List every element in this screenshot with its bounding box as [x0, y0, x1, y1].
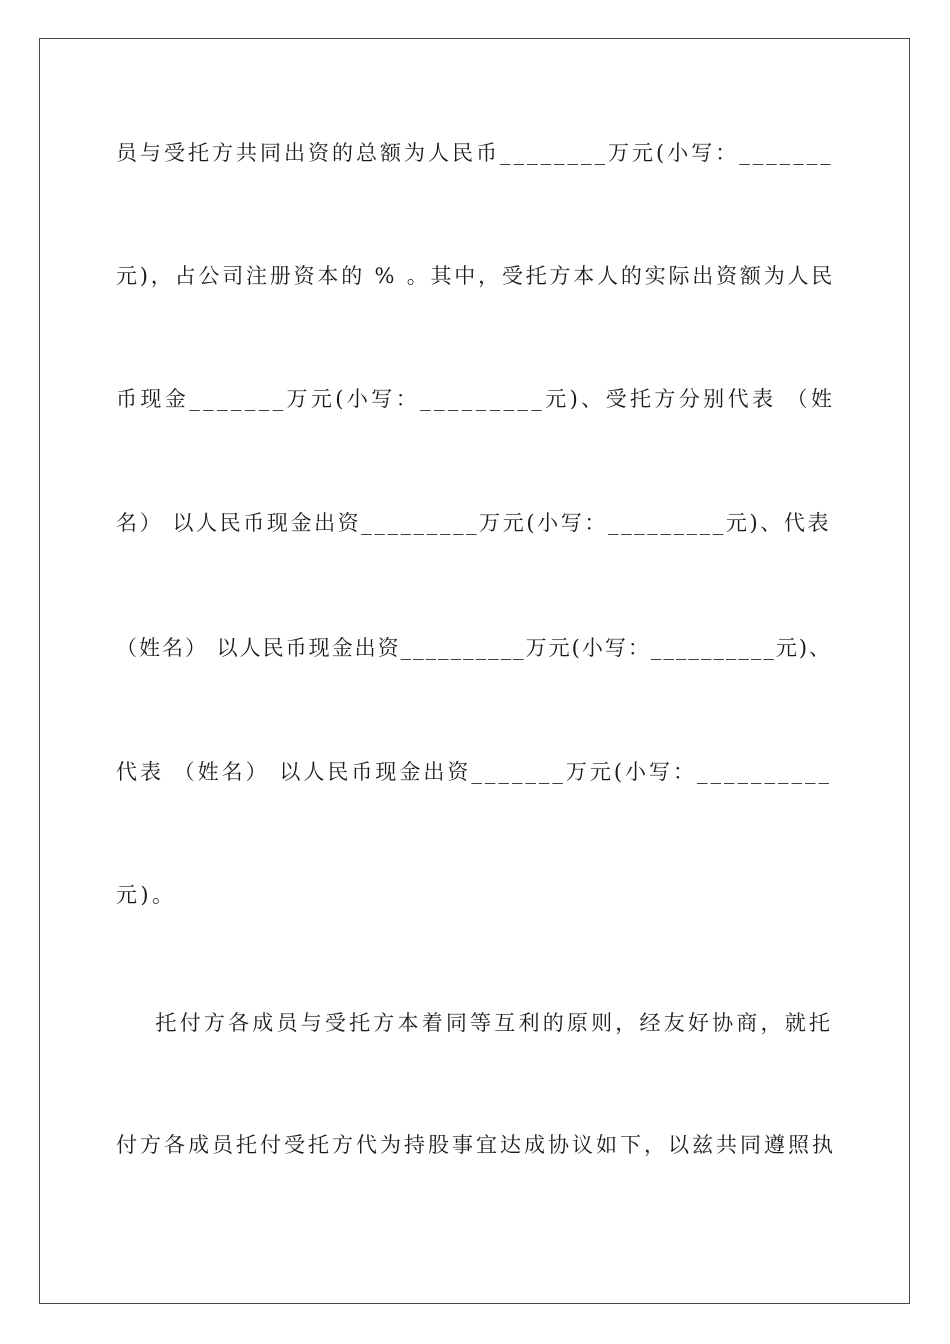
text-line-2: 元)，占公司注册资本的 % 。其中，受托方本人的实际出资额为人民: [116, 264, 836, 288]
text-line-3: 币现金_______万元(小写：_________元)、受托方分别代表 （姓: [116, 387, 836, 411]
paragraph-2-line-1: 托付方各成员与受托方本着同等互利的原则，经友好协商，就托: [116, 1011, 834, 1035]
text-line-7: 元)。: [116, 883, 177, 907]
text-line-1: 员与受托方共同出资的总额为人民币________万元(小写：_______: [116, 141, 834, 165]
paragraph-2-line-2: 付方各成员托付受托方代为持股事宜达成协议如下，以兹共同遵照执: [116, 1133, 836, 1157]
text-line-4: 名） 以人民币现金出资_________万元(小写：_________元)、代表: [116, 511, 832, 535]
page-border: [39, 38, 910, 1304]
text-line-6: 代表 （姓名） 以人民币现金出资_______万元(小写：__________: [116, 760, 833, 784]
text-line-5: （姓名） 以人民币现金出资__________万元(小写：__________元)、: [116, 636, 833, 660]
